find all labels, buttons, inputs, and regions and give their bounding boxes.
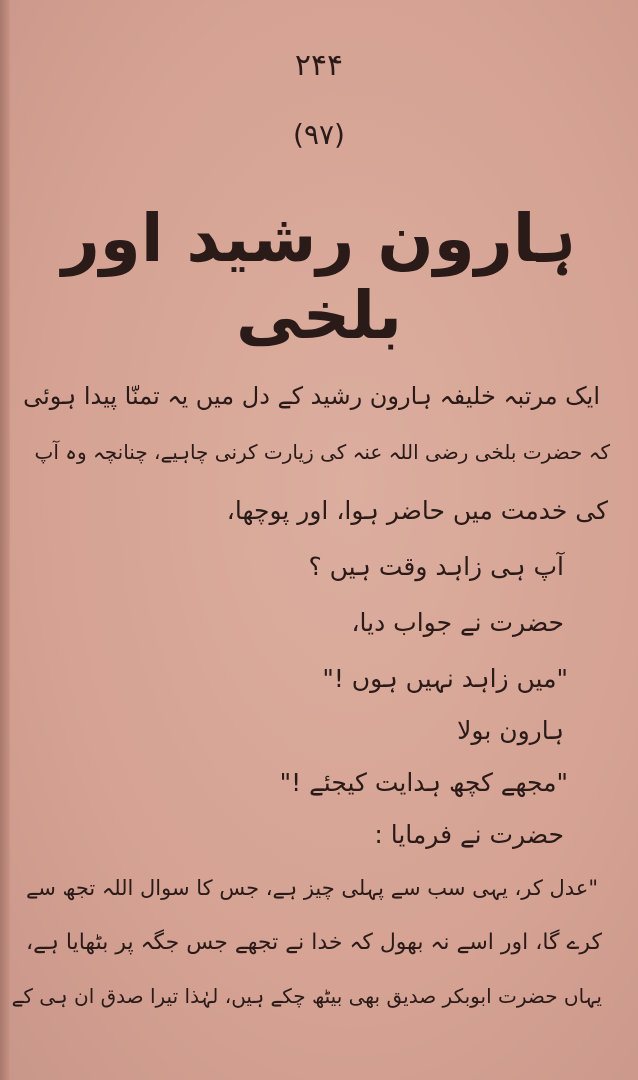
story-number: (۹۷) <box>293 118 345 151</box>
body-line-6: "میں زاہد نہیں ہوں !" <box>322 664 568 693</box>
body-line-7: ہارون بولا <box>457 716 564 745</box>
body-line-9: حضرت نے فرمایا : <box>374 820 564 849</box>
body-line-4: آپ ہی زاہد وقت ہیں ؟ <box>308 552 564 581</box>
book-spine-edge <box>0 0 10 1080</box>
body-line-3: کی خدمت میں حاضر ہوا، اور پوچھا، <box>226 496 608 525</box>
body-line-8: "مجھے کچھ ہدایت کیجئے !" <box>279 768 568 797</box>
body-line-10: "عدل کر، یہی سب سے پہلی چیز ہے، جس کا سوال اللہ تجھ سے <box>25 876 598 900</box>
body-line-2: کہ حضرت بلخی رضی اللہ عنہ کی زیارت کرنی چاہیے، چنانچہ وہ آپ <box>34 440 610 464</box>
body-line-5: حضرت نے جواب دیا، <box>351 608 564 637</box>
page-number: ۲۴۴ <box>294 48 344 83</box>
body-line-12: یہاں حضرت ابوبکر صدیق بھی بیٹھ چکے ہیں، لہٰذا تیرا صدق ان ہی کے <box>11 984 602 1008</box>
body-line-1: ایک مرتبہ خلیفہ ہارون رشید کے دل میں یہ تمنّا پیدا ہوئی <box>23 382 600 410</box>
story-title: ہارون رشید اور بلخی <box>61 200 577 354</box>
body-line-11: کرے گا، اور اسے نہ بھول کہ خدا نے تجھے جس جگہ پر بٹھایا ہے، <box>26 930 602 955</box>
